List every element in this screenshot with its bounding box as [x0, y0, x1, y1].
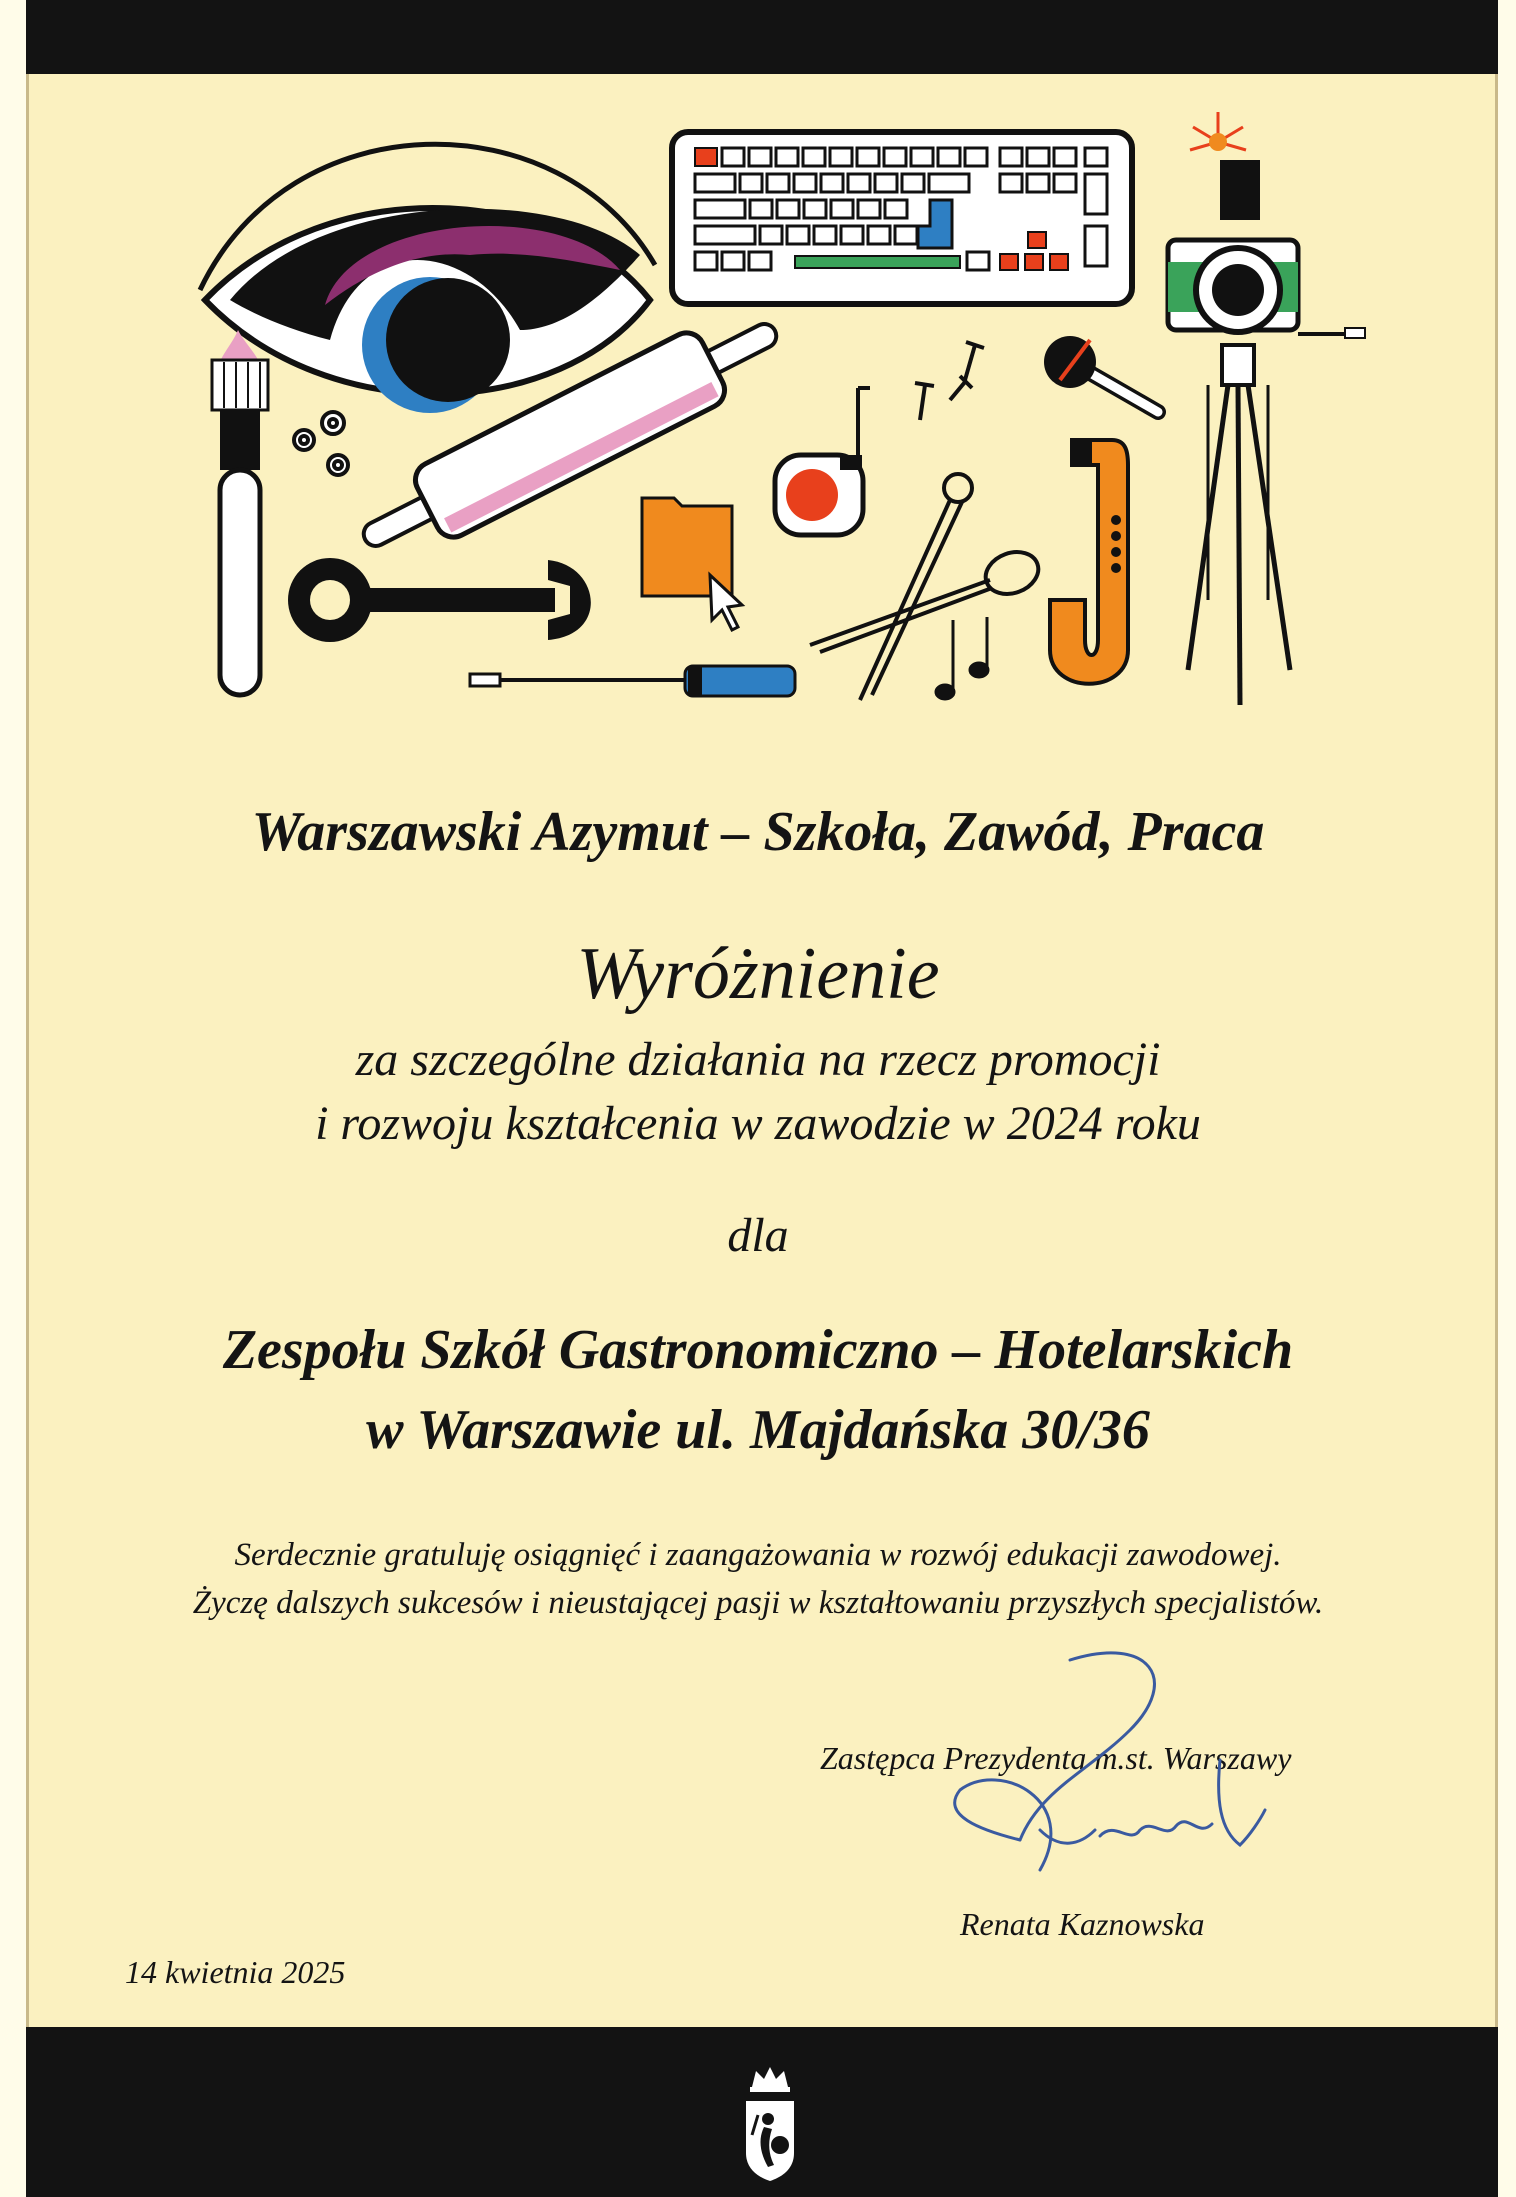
music-notes-icon [935, 617, 989, 700]
preposition: dla [727, 1209, 789, 1262]
recipient-line: w Warszawie ul. Majdańska 30/36 [366, 1399, 1150, 1461]
congratulations-line: Serdecznie gratuluję osiągnięć i zaangażowania w rozwój edukacji zawodowej. [234, 1537, 1282, 1573]
signatory-name: Renata Kaznowska [960, 1906, 1205, 1942]
signatory-title: Zastępca Prezydenta m.st. Warszawy [820, 1740, 1292, 1776]
award-reason-line: za szczególne działania na rzecz promocji [355, 1033, 1161, 1086]
event-title: Warszawski Azymut – Szkoła, Zawód, Praca [251, 801, 1265, 863]
saxophone-icon [1050, 440, 1128, 684]
nails-icon [915, 342, 984, 420]
recipient-line: Zespołu Szkół Gastronomiczno – Hotelarskich [222, 1319, 1294, 1381]
makeup-brush-icon [212, 330, 268, 695]
award-reason [0, 1028, 1516, 1156]
award-title: Wyróżnienie [576, 933, 940, 1015]
congratulations-line: Życzę dalszych sukcesów i nieustającej pasji w kształtowaniu przyszłych specjalistów. [192, 1585, 1324, 1621]
recipient [0, 1310, 1516, 1470]
tape-measure-icon [775, 388, 870, 535]
professions-illustration [0, 100, 1516, 740]
screwdriver-icon [470, 666, 795, 696]
tripod-icon [1188, 345, 1290, 705]
award-reason-line: i rozwoju kształcenia w zawodzie w 2024 roku [315, 1097, 1201, 1150]
camera-icon [1168, 112, 1365, 338]
congratulations [0, 1531, 1516, 1627]
issue-date: 14 kwietnia 2025 [125, 1954, 346, 1990]
microphone-icon [1044, 336, 1158, 412]
top-band [26, 0, 1498, 74]
nuts-icon [294, 412, 348, 475]
wrench-icon [288, 558, 591, 642]
warsaw-emblem-icon [738, 2065, 802, 2197]
keyboard-icon [672, 132, 1132, 304]
handwritten-signature [920, 1640, 1320, 1890]
